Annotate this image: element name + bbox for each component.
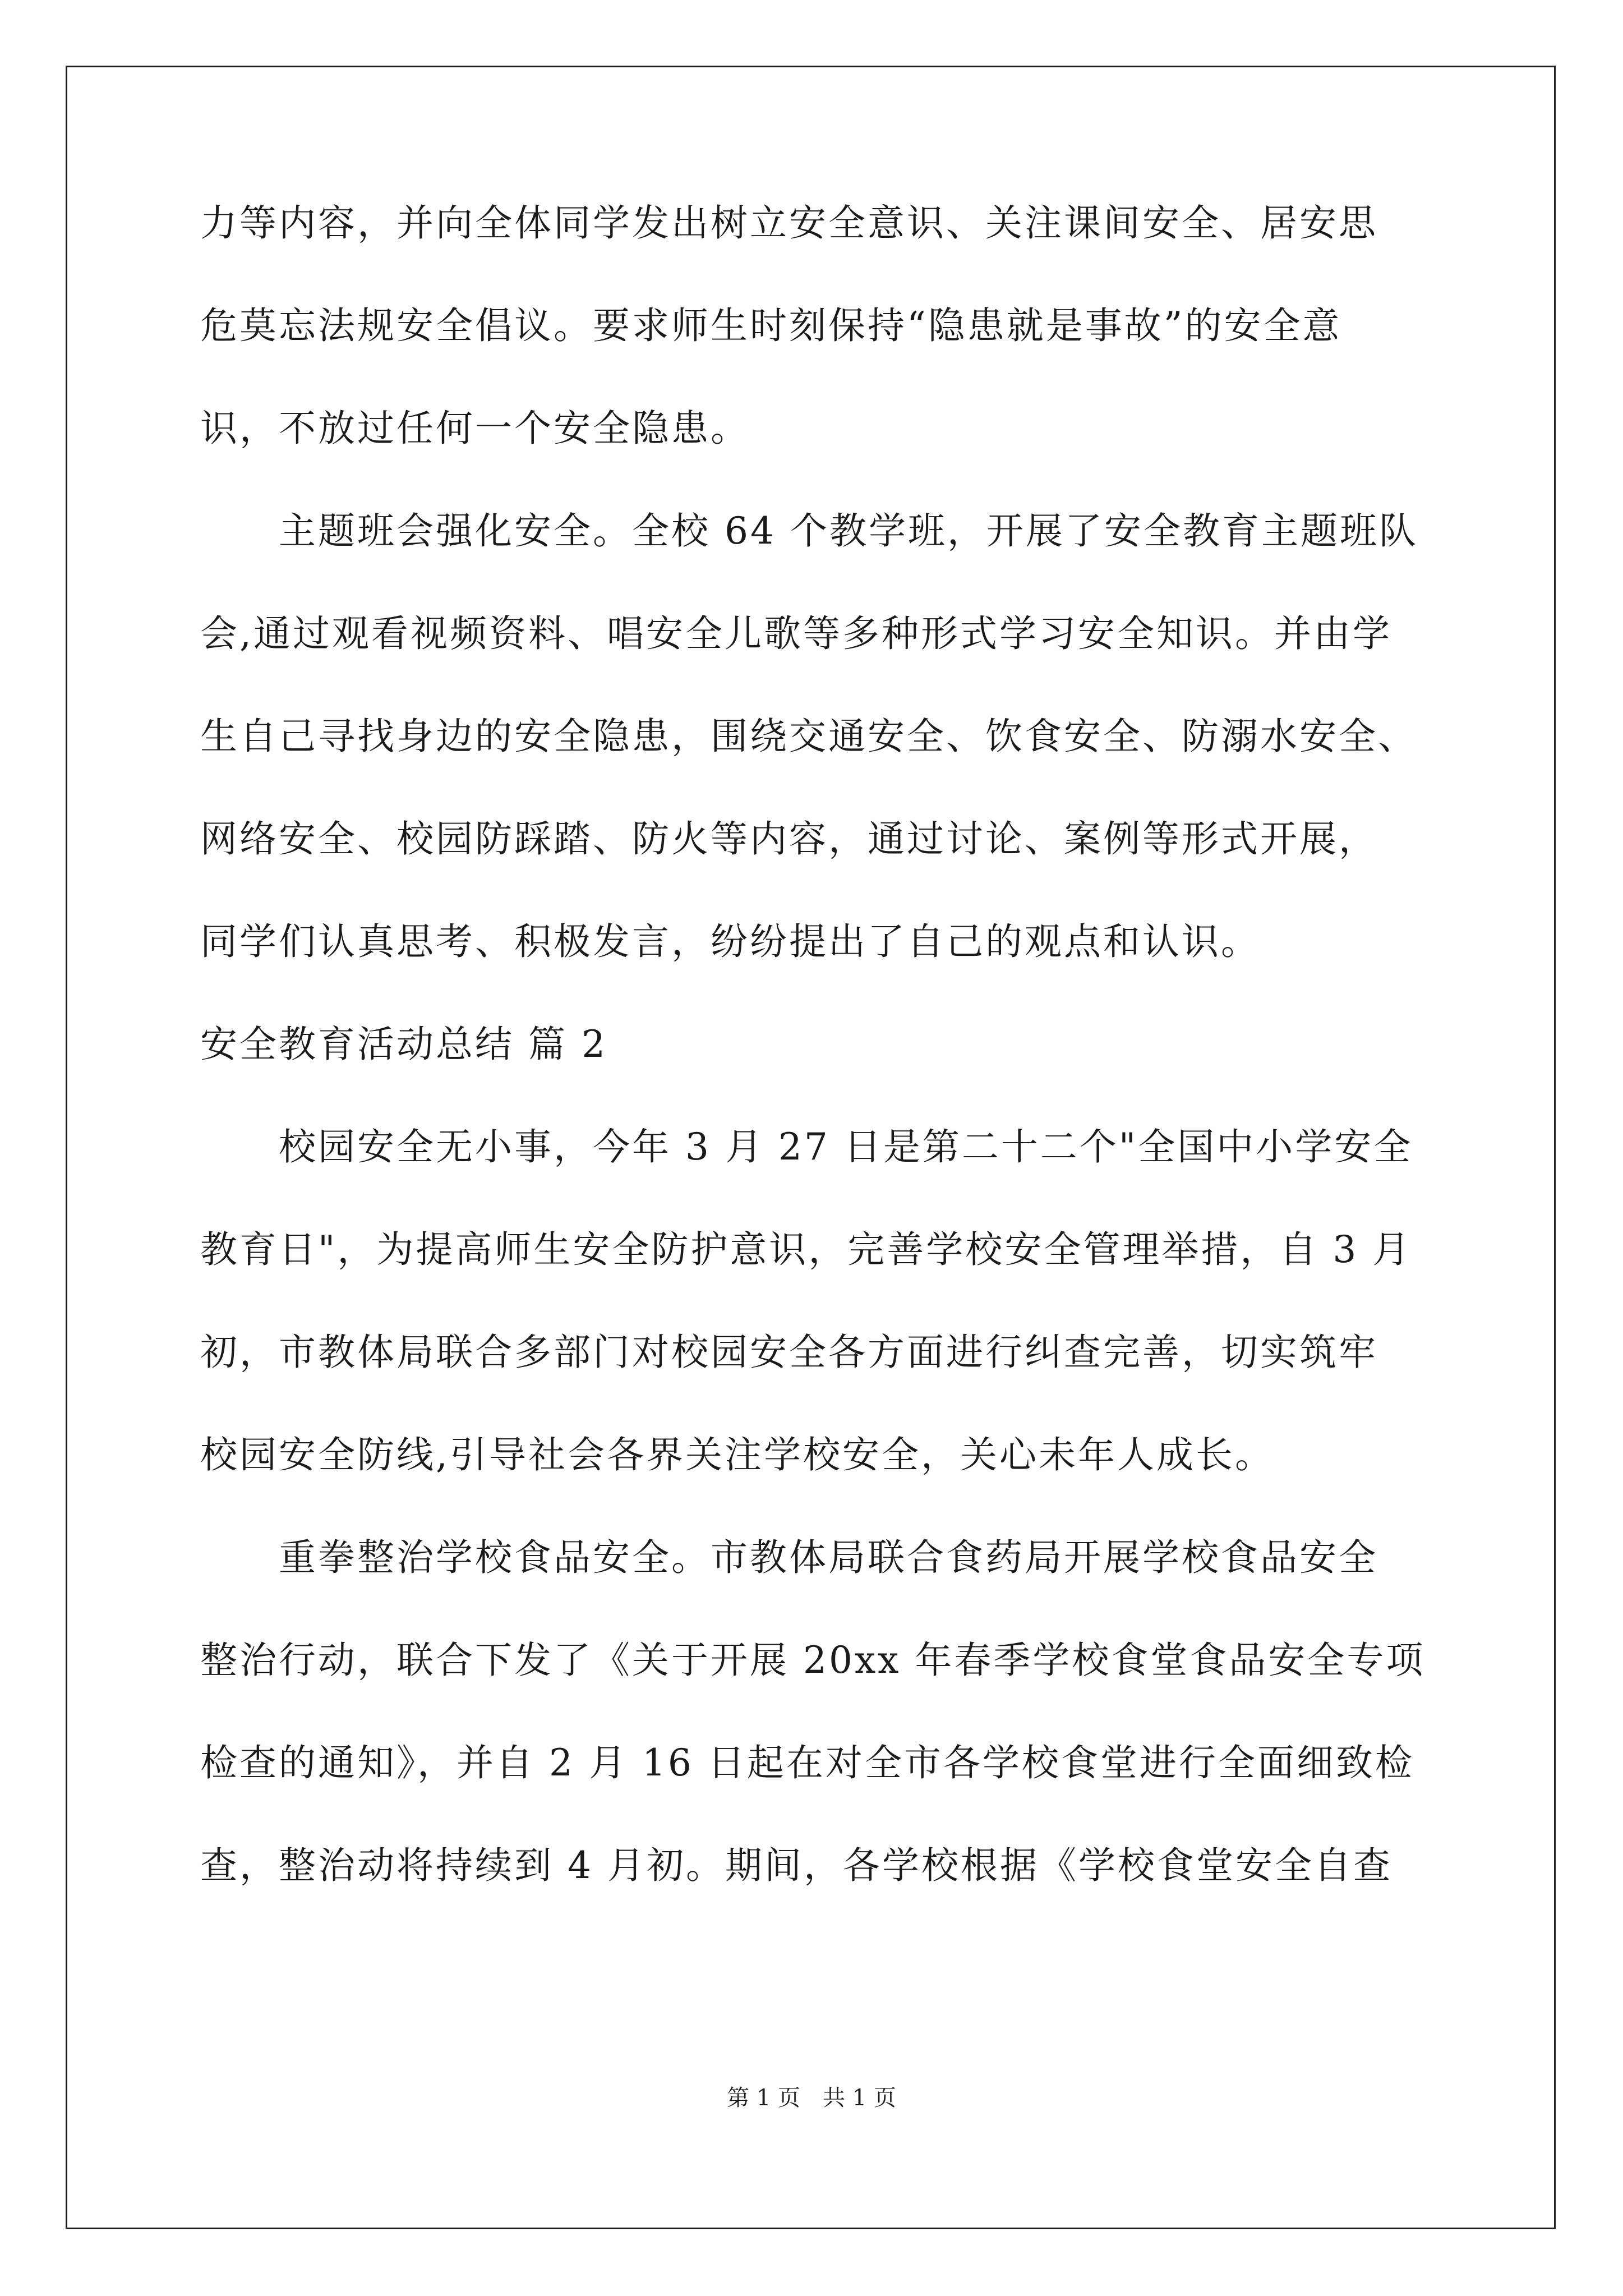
page-total: 共 1 页 [823, 2085, 896, 2111]
text-line-11: 教育日"，为提高师生安全防护意识，完善学校安全管理举措，自 3 月 [200, 1228, 1412, 1271]
text-line-8: 同学们认真思考、积极发言，纷纷提出了自己的观点和认识。 [200, 920, 1260, 963]
text-line-5: 会,通过观看视频资料、唱安全儿歌等多种形式学习安全知识。并由学 [200, 612, 1392, 655]
text-line-6: 生自己寻找身边的安全隐患，围绕交通安全、饮食安全、防溺水安全、 [200, 715, 1417, 758]
text-line-12: 初，市教体局联合多部门对校园安全各方面进行纠查完善，切实筑牢 [200, 1331, 1378, 1374]
page-footer [0, 2087, 1623, 2109]
text-line-4: 主题班会强化安全。全校 64 个教学班，开展了安全教育主题班队 [279, 509, 1418, 553]
section-heading: 安全教育活动总结 篇 2 [200, 1023, 607, 1066]
text-line-15: 整治行动，联合下发了《关于开展 20xx 年春季学校食堂食品安全专项 [200, 1639, 1426, 1682]
page-number: 第 1 页 [727, 2085, 800, 2111]
text-line-16: 检查的通知》，并自 2 月 16 日起在对全市各学校食堂进行全面细致检 [200, 1741, 1414, 1784]
text-line-3: 识，不放过任何一个安全隐患。 [200, 407, 750, 450]
text-line-13: 校园安全防线,引导社会各界关注学校安全，关心未年人成长。 [200, 1433, 1274, 1476]
document-body [200, 201, 1434, 1950]
text-line-17: 查，整治动将持续到 4 月初。期间，各学校根据《学校食堂安全自查 [200, 1844, 1393, 1887]
text-line-7: 网络安全、校园防踩踏、防火等内容，通过讨论、案例等形式开展， [200, 817, 1378, 861]
text-line-14: 重拳整治学校食品安全。市教体局联合食药局开展学校食品安全 [279, 1536, 1378, 1579]
text-line-2: 危莫忘法规安全倡议。要求师生时刻保持“隐患就是事故”的安全意 [200, 304, 1342, 347]
text-line-1: 力等内容，并向全体同学发出树立安全意识、关注课间安全、居安思 [200, 201, 1378, 245]
text-line-10: 校园安全无小事，今年 3 月 27 日是第二十二个"全国中小学安全 [279, 1125, 1413, 1168]
